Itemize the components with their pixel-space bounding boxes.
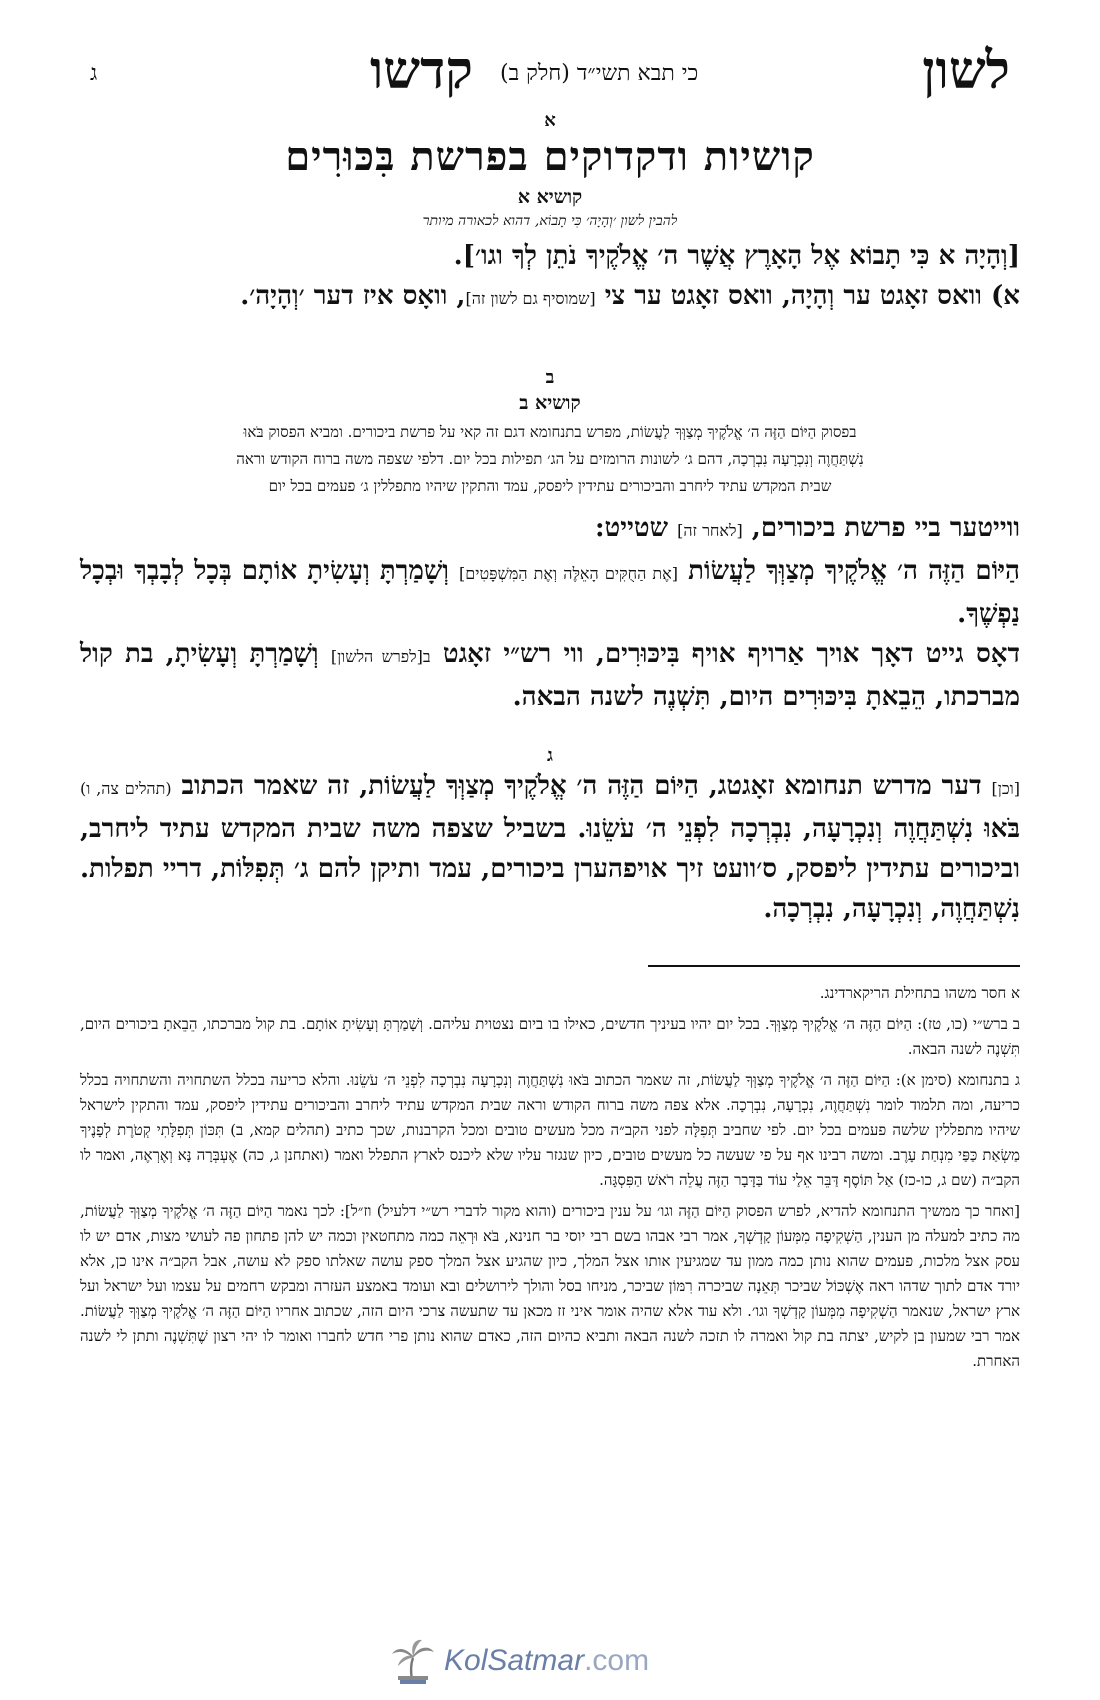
question-subtitle: להבין לשון ׳וְהָיָה׳ כִּי תָבוֹא, דהוא לכאורה מיותר: [422, 213, 678, 229]
text: וְשָׁמַרְתָּ וְעָשִׂיתָ אוֹתָם בְּכָל לְבָבְךָ וּבְכָל נַפְשֶׁךָ.: [80, 556, 1020, 629]
footnote: ג בתנחומא (סימן א): הַיּוֹם הַזֶּה ה׳ אֱלֹקֶיךָ מְצַוְּךָ לַעֲשׂוֹת, זה שאמר הכתוב בֹּאוּ נִשְׁתַּחֲוֶה וְנִכְרָעָה נִבְרְכָה לִפְנֵי ה׳ עֹשֵׂנוּ. והלא כריעה בכלל השתחויה והשתחויה בכלל כריעה, ומה תלמוד לומר נִשְׁתַּחֲוֶה, נִכְרָעָה, נִבְרְכָה. אלא צפה משה ברוח הקודש וראה שבית המקדש עתיד ליחרב והביכורים עתידין ליפסק, עמד והתקין לישראל שיהיו מתפללין שלשה פעמים בכל יום. לפי שחביב תְּפִלָּה לפני הקב״ה מכל מעשים טובים ומכל הקרבנות, שכך כתיב (תהלים קמא, ב) תִּכּוֹן תְּפִלָּתִי קְטֹרֶת לְפָנֶיךָ מַשְׂאַת כַּפַּי מִנְחַת עָרֶב. ומשה רבינו אף על פי שעשה כל מעשים טובים, כיון שנגזר עליו שלא ליכנס לארץ התפלל ואמר (ואתחנן ג, כה) אֶעְבְּרָה נָּא וְאֶרְאֶה, ואמר לו הקב״ה (שם ג, כו-כז) אַל תּוֹסֶף דַּבֵּר אֵלַי עוֹד בַּדָּבָר הַזֶּה עֲלֵה רֹאשׁ הַפִּסְגָּה.: [80, 1071, 1020, 1189]
brand-name: [444, 1644, 649, 1678]
brand-tld: .com: [584, 1644, 650, 1677]
footnote: [ואחר כך ממשיך התנחומא להדיא, לפרש הפסוק הַיּוֹם הַזֶּה וגו׳ על ענין ביכורים (והוא מקור לדברי רש״י דלעיל) וז״ל]: לכך נאמר הַיּוֹם הַזֶּה ה׳ אֱלֹקֶיךָ מְצַוְּךָ לַעֲשׂוֹת, מה כתיב למעלה מן הענין, הַשְׁקִיפָה מִמְּעוֹן קָדְשְׁךָ, אמר רבי אבהו בשם רבי יוסי בר חנינא, בֹּא וּרְאֵה כמה מתחטאין וכמה יש להן פתחון פה לעושי מצות, אדם יש לו עסק אצל מלכות, פעמים שהוא נותן כמה ממון עד שמגיעין אותו אצל המלך, כיון שהגיע אצל המלך ספק עושה שאלתו ספק לא עושה, אבל הקב״ה אינו כן, אלא יורד אדם לתוך שדהו ראה אֶשְׁכּוֹל שביכר תְּאֵנָה שביכרה רִמּוֹן שביכר, מניחו בסל והולך לירושלים ובא ועומד באמצע העזרה ומבקש רחמים על עצמו ועל ישראל ועל ארץ ישראל, שנאמר הַשְׁקִיפָה מִמְּעוֹן קָדְשְׁךָ וגו׳. ולא עוד אלא שהיה אומר איני זז מכאן עד שתעשה צרכי היום הזה, שכתוב אחריו הַיּוֹם הַזֶּה ה׳ אֱלֹקֶיךָ מְצַוְּךָ לַעֲשׂוֹת. אמר רבי שמעון בן לקיש, יצתה בת קול ואמרה לו תזכה לשנה הבאה ותביא כהיום הזה, כאדם שהוא נותן פרי חדש לחברו ואומר לו יהי רצון שֶׁתִּשְׁנֶה ותתן לי לשנה האחרת.: [80, 1202, 1021, 1370]
question-title: קושיא א: [517, 186, 583, 208]
header-issue: כי תבא תשי״ד (חלק ב): [500, 61, 699, 86]
paragraph: [80, 766, 1020, 929]
text: דאָס גייט דאָך אויך אַרויף אויף בִּיכּוּרִים, ווי רש״י זאָגט: [442, 639, 1020, 669]
verse: [וְהָיָה א כִּי תָבוֹא אֶל הָאָרֶץ אֲשֶׁר ה׳ אֱלֹקֶיךָ נֹתֵן לְךָ וגו׳].: [453, 241, 1020, 271]
text: שטייט:: [594, 513, 669, 543]
section-letter: ג: [547, 745, 553, 766]
section-letter: א: [544, 110, 556, 131]
text: ווייטער ביי פרשת ביכורים,: [751, 513, 1020, 543]
bracket-note: [לאחר זה]: [677, 521, 743, 540]
question-summary: [80, 419, 1020, 500]
summary-line: בפסוק הַיּוֹם הַזֶּה ה׳ אֱלֹקֶיךָ מְצַוְּךָ לַעֲשׂוֹת, מפרש בתנחומא דגם זה קאי על פרשת ביכורים. ומביא הפסוק בֹּאוּ: [243, 423, 857, 441]
summary-line: שבית המקדש עתיד ליחרב והביכורים עתידין ליפסק, עמד והתקין שיהיו מתפללין ג׳ פעמים בכל יום: [268, 477, 832, 495]
page-number: ג: [90, 61, 98, 86]
header-title-right: לשון: [922, 40, 1010, 101]
bracket-note: [שמוסיף גם לשון זה]: [465, 289, 596, 308]
text: וְשָׁמַרְתָּ וְעָשִׂיתָ, בת קול מברכתו, הֵבֵאתָ בִּיכּוּרִים היום, תִּשְׁנֶה לשנה הבאה.: [80, 639, 1020, 712]
section-letter: ב: [545, 367, 555, 388]
main-title: קושיות ודקדוקים בפרשת בִּכּוּרִים: [285, 133, 815, 180]
footnote: א חסר משהו בתחילת הריקארדינג.: [819, 984, 1020, 1002]
citation: (תהלים צה, ו): [80, 779, 172, 798]
text: ג, הַיּוֹם הַזֶּה ה׳ אֱלֹקֶיךָ מְצַוְּךָ לַעֲשׂוֹת, זה שאמר הכתוב: [181, 771, 727, 801]
paragraph: [80, 508, 1020, 551]
palm-tree-books-icon: [390, 1636, 436, 1686]
text: א) וואס זאָגט ער וְהָיָה, וואס זאָגט ער צי: [604, 281, 1020, 311]
paragraph: [80, 634, 1020, 717]
bracket-note: [אֶת הַחֻקִּים הָאֵלֶּה וְאֶת הַמִּשְׁפָּטִים]: [459, 564, 679, 583]
footnote-divider: [648, 965, 1020, 967]
text: , וואָס איז דער ׳וְהָיָה׳.: [240, 281, 466, 311]
text: הַיּוֹם הַזֶּה ה׳ אֱלֹקֶיךָ מְצַוְּךָ לַעֲשׂוֹת: [688, 556, 1020, 586]
verse: [80, 551, 1020, 634]
brand-text: KolSatmar: [444, 1644, 585, 1677]
text: דער מדרש תנחומא זאָגט: [726, 771, 982, 801]
paragraph: [80, 276, 1020, 319]
footnotes: [80, 981, 1020, 1374]
site-logo: [390, 1636, 649, 1686]
question-title: קושיא ב: [519, 392, 581, 414]
text: בֹּאוּ נִשְׁתַּחֲוֶה וְנִכְרָעָה, נִבְרְכָה לִפְנֵי ה׳ עֹשֵׂנוּ. בשביל שצפה משה שבית המקדש עתיד ליחרב, וביכורים עתידין ליפסק, ס׳וועט זיך אויפהערן ביכורים, עמד ותיקן להם ג׳ תְּפִלּוֹת, דריי תפלות. נִשְׁתַּחֲוֶה, וְנִכְרָעָה, נִבְרְכָה.: [80, 814, 1020, 924]
header-title-mid: קדשו: [370, 40, 473, 101]
footnote: ב ברש״י (כו, טז): הַיּוֹם הַזֶּה ה׳ אֱלֹקֶיךָ מְצַוְּךָ. בכל יום יהיו בעיניך חדשים, כאילו בו ביום נצטוית עליהם. וְשָׁמַרְתָּ וְעָשִׂיתָ אוֹתָם. בת קול מברכתו, הֵבֵאתָ ביכורים היום, תִּשְׁנֶה לשנה הבאה.: [80, 1015, 1020, 1058]
summary-line: נִשְׁתַּחֲוֶה וְנִכְרָעָה נִבְרְכָה, דהם ג׳ לשונות הרומזים על הג׳ תפילות בכל יום. דלפי שצפה משה ברוח הקודש וראה: [236, 450, 864, 468]
bracket-note: ב[לפרש הלשון]: [330, 647, 431, 666]
bracket-note: [וכן]: [991, 779, 1020, 798]
page-header: [80, 40, 1020, 110]
